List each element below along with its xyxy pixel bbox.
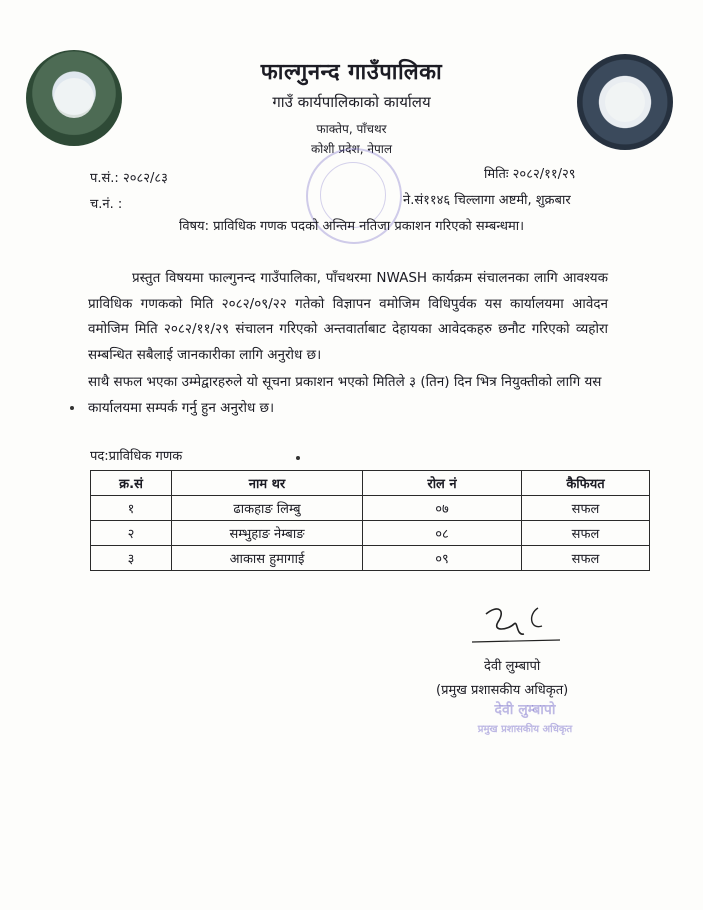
letter-subject: विषय: प्राविधिक गणक पदको अन्तिम नतिजा प्रकाशन गरिएको सम्बन्धमा। bbox=[178, 219, 525, 234]
nepal-samvat-date: ने.सं११४६ चिल्लागा अष्टमी, शुक्रबार bbox=[403, 193, 571, 208]
municipality-name: फाल्गुनन्द गाउँपालिका bbox=[260, 60, 443, 85]
office-name: गाउँ कार्यपालिकाको कार्यालय bbox=[272, 93, 431, 111]
result-table bbox=[90, 470, 650, 571]
signatory-name: देवी लुम्बापो bbox=[484, 659, 541, 674]
table-row bbox=[91, 521, 650, 546]
cell-remark: सफल bbox=[522, 546, 650, 571]
speck-mark bbox=[296, 456, 300, 460]
cell-sn: ३ bbox=[91, 546, 172, 571]
paragraph-1-text: प्रस्तुत विषयमा फाल्गुनन्द गाउँपालिका, पाँचथरमा NWASH कार्यक्रम संचालनका लागि आवश्यक प्राविधिक गणकको मिति २०८२/०९/२२ गतेको विज्ञापन वमोजिम विधिपुर्वक यस कार्यालयमा आवेदन वमोजिम मिति २०८२/११/२९ संचालन गरिएको अन्तवार्ताबाट देहायका आवेदकहरु छनौट गरिएको व्यहोरा सम्बन्धित सबैलाई जानकारीका लागि अनुरोध छ। bbox=[88, 270, 608, 363]
stamp-title: प्रमुख प्रशासकीय अधिकृत bbox=[477, 724, 573, 735]
dispatch-number: च.नं. : bbox=[90, 197, 123, 212]
cell-remark: सफल bbox=[522, 496, 650, 521]
cell-roll: ०९ bbox=[363, 546, 522, 571]
body-paragraph-2 bbox=[88, 370, 608, 421]
reference-number: प.सं.: २०८२/८३ bbox=[90, 171, 168, 186]
letter-date: मितिः २०८२/११/२९ bbox=[484, 167, 576, 182]
cell-name: सम्भुहाङ नेम्बाङ bbox=[172, 521, 363, 546]
table-row bbox=[91, 546, 650, 571]
stamp-name: देवी लुम्बापो bbox=[494, 702, 556, 718]
column-header-sn: क्र.सं bbox=[91, 471, 172, 496]
column-header-name: नाम थर bbox=[172, 471, 363, 496]
speck-mark bbox=[70, 406, 74, 410]
cell-name: ढाकहाङ लिम्बु bbox=[172, 496, 363, 521]
cell-sn: १ bbox=[91, 496, 172, 521]
table-header-row bbox=[91, 471, 650, 496]
body-paragraph-1 bbox=[88, 266, 608, 368]
paragraph-2-text: साथै सफल भएका उम्मेद्वारहरुले यो सूचना प्रकाशन भएको मितिले ३ (तिन) दिन भित्र नियुक्तीको लागि यस कार्यालयमा सम्पर्क गर्नु हुन अनुरोध छ। bbox=[88, 374, 602, 416]
cell-name: आकास हुमागाई bbox=[172, 546, 363, 571]
column-header-roll: रोल नं bbox=[363, 471, 522, 496]
cell-roll: ०७ bbox=[363, 496, 522, 521]
table-row bbox=[91, 496, 650, 521]
handwritten-signature-icon bbox=[468, 600, 568, 656]
post-label: पद:प्राविधिक गणक bbox=[90, 449, 183, 464]
cell-sn: २ bbox=[91, 521, 172, 546]
signatory-title: (प्रमुख प्रशासकीय अधिकृत) bbox=[436, 683, 569, 698]
signatory-seal-stamp bbox=[450, 700, 600, 744]
column-header-remark: कैफियत bbox=[522, 471, 650, 496]
address-line-2: कोशी प्रदेश, नेपाल bbox=[310, 142, 393, 156]
address-line-1: फाक्तेप, पाँचथर bbox=[316, 122, 387, 136]
cell-remark: सफल bbox=[522, 521, 650, 546]
cell-roll: ०८ bbox=[363, 521, 522, 546]
